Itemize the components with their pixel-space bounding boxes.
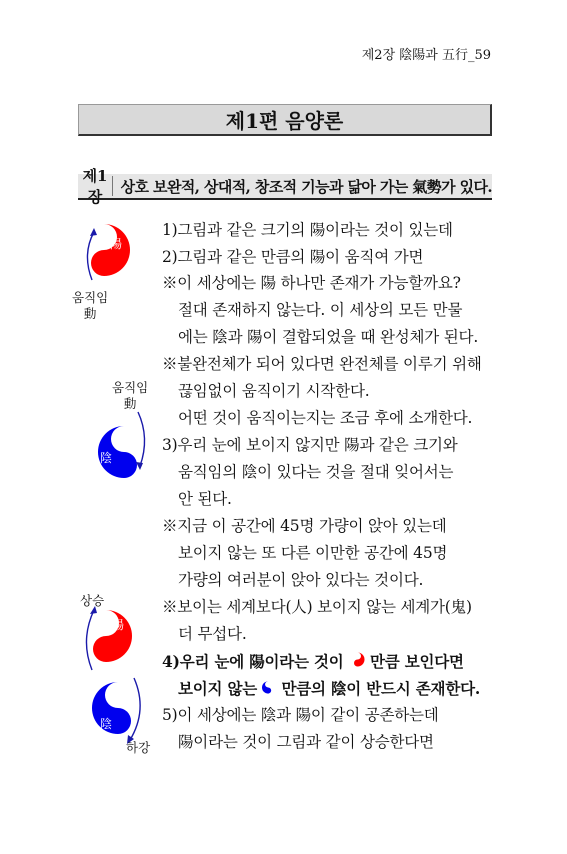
move-label-2-korean: 움직임 xyxy=(112,380,149,395)
body-line-5: 에는 陰과 陽이 결합되었을 때 완성체가 된다. xyxy=(178,328,479,346)
yin-label-3: 陰 xyxy=(100,717,113,731)
yin-label-2: 陰 xyxy=(100,451,113,465)
body-line-17-end: 만큼 보인다면 xyxy=(369,652,464,671)
body-line-6: ※불완전체가 되어 있다면 완전체를 이루기 위해 xyxy=(162,355,482,373)
body-line-15: ※보이는 세계보다(人) 보이지 않는 세계가(鬼) xyxy=(162,598,472,616)
yang-shape-figure-1 xyxy=(70,214,140,294)
move-label-2-hanja: 動 xyxy=(123,396,137,411)
body-line-18-end: 만큼의 陰이 반드시 존재한다. xyxy=(281,679,481,698)
yang-label-1: 陽 xyxy=(110,237,123,251)
body-line-11: 안 된다. xyxy=(178,490,232,508)
body-line-4: 절대 존재하지 않는다. 이 세상의 모든 만물 xyxy=(178,301,463,319)
chapter-title: 제1편 음양론 xyxy=(78,104,492,136)
body-line-8: 어떤 것이 움직이는지는 조금 후에 소개한다. xyxy=(178,409,473,427)
body-line-19: 5)이 세상에는 陰과 陽이 같이 공존하는데 xyxy=(162,706,439,724)
downward-arrow xyxy=(138,412,145,466)
body-line-7: 끊임없이 움직이기 시작한다. xyxy=(178,382,370,400)
move-label-1-korean: 움직임 xyxy=(72,290,109,305)
body-line-2: 2)그림과 같은 만큼의 陽이 움직여 가면 xyxy=(162,248,424,266)
arrow-head xyxy=(90,228,97,236)
body-line-1: 1)그림과 같은 크기의 陽이라는 것이 있는데 xyxy=(162,221,453,239)
body-line-18-start: 보이지 않는 xyxy=(178,679,258,698)
fall-label: 하강 xyxy=(126,740,151,755)
body-line-17 xyxy=(162,651,464,672)
yang-label-3: 陽 xyxy=(112,618,125,632)
arrow-head xyxy=(90,606,97,614)
fall-arrow xyxy=(130,678,140,740)
yin-inline-icon xyxy=(262,678,276,696)
body-line-13: 보이지 않는 또 다른 이만한 공간에 45명 xyxy=(178,544,448,562)
yang-inline-icon xyxy=(349,651,365,669)
rise-arrow xyxy=(86,610,94,670)
arrow-head xyxy=(136,462,143,470)
move-label-1 xyxy=(72,290,108,322)
body-line-3: ※이 세상에는 陽 하나만 존재가 가능할까요? xyxy=(162,274,461,292)
section-header xyxy=(78,167,492,206)
section-number: 제1장 xyxy=(82,167,108,206)
body-line-18 xyxy=(178,678,480,699)
section-title: 상호 보완적, 상대적, 창조적 기능과 닮아 가는 氣勢가 있다. xyxy=(120,177,492,196)
body-line-14: 가량의 여러분이 앉아 있다는 것이다. xyxy=(178,571,424,589)
body-line-16: 더 무섭다. xyxy=(178,625,247,643)
body-line-17-start: 4)우리 눈에 陽이라는 것이 xyxy=(162,652,344,671)
running-head: 제2장 陰陽과 五行_59 xyxy=(361,48,491,63)
body-line-12: ※지금 이 공간에 45명 가량이 앉아 있는데 xyxy=(162,517,447,535)
yin-shape-figure-2 xyxy=(80,408,160,488)
upward-arrow xyxy=(87,232,94,280)
body-line-9: 3)우리 눈에 보이지 않지만 陽과 같은 크기와 xyxy=(162,436,458,454)
body-line-10: 움직임의 陰이 있다는 것을 절대 잊어서는 xyxy=(178,463,454,481)
body-line-20: 陽이라는 것이 그림과 같이 상승한다면 xyxy=(178,733,434,751)
move-label-1-hanja: 動 xyxy=(83,306,97,321)
rise-label: 상승 xyxy=(80,593,105,608)
